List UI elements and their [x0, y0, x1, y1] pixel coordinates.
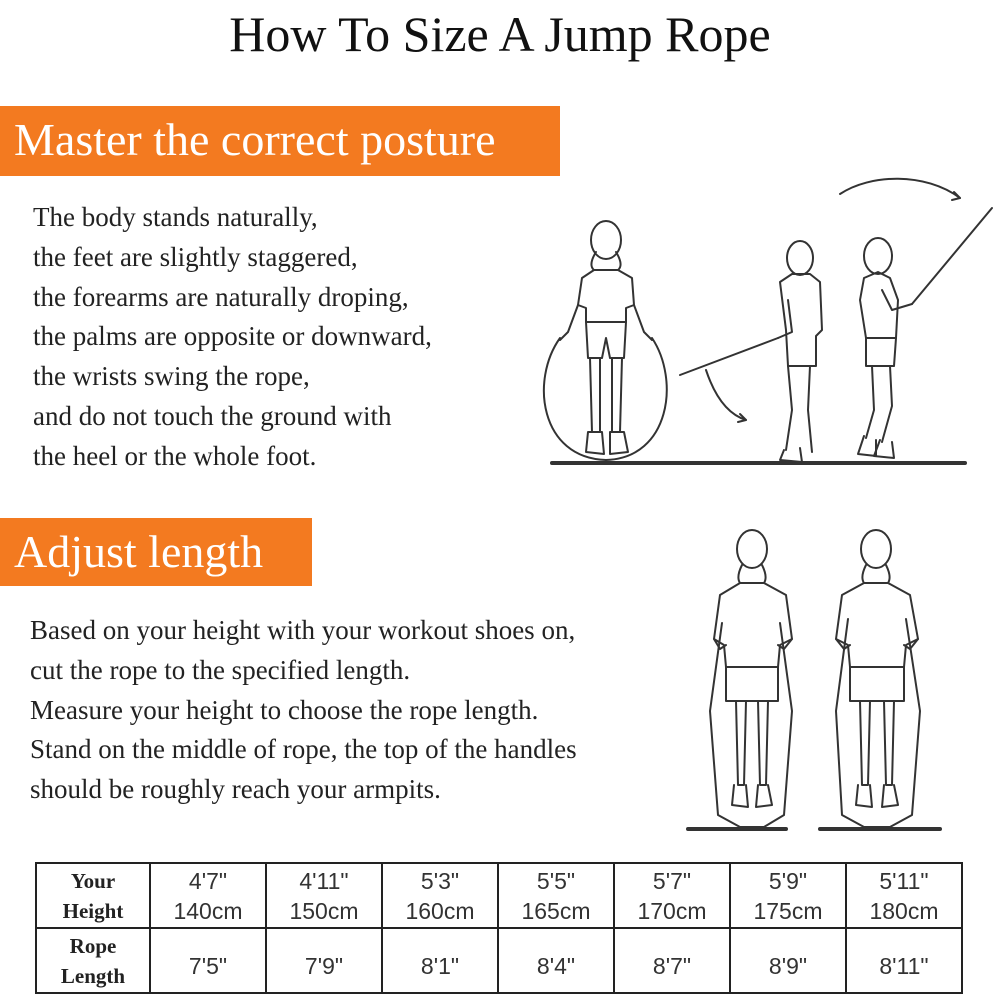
height-ft: 5'3": [420, 867, 460, 894]
height-ft: 5'11": [879, 867, 929, 894]
height-cm: 160cm: [405, 897, 475, 924]
height-cm: 175cm: [753, 897, 823, 924]
rope-label-line: Length: [60, 963, 126, 988]
posture-line: The body stands naturally,: [33, 202, 318, 232]
figure-side-icon: [680, 241, 822, 462]
length-instructions: [30, 611, 577, 810]
height-cm: 180cm: [869, 897, 939, 924]
posture-line: and do not touch the ground with: [33, 400, 392, 431]
rope-length-cell: 7'5": [150, 928, 266, 993]
rope-length-cell: 8'4": [498, 928, 614, 993]
length-line: Based on your height with your workout shoes on,: [30, 615, 576, 645]
length-line: cut the rope to the specified length.: [30, 654, 411, 685]
height-cell: [266, 863, 382, 928]
height-cell: [614, 863, 730, 928]
length-line: Measure your height to choose the rope length.: [30, 694, 539, 725]
jump-rope-posture-illustration: [530, 170, 1000, 475]
height-cell: [382, 863, 498, 928]
height-label-line: Your: [70, 868, 116, 893]
height-cm: 170cm: [637, 897, 707, 924]
rope-length-cell: 8'9": [730, 928, 846, 993]
length-line: should be roughly reach your armpits.: [30, 774, 441, 805]
height-cell: [846, 863, 962, 928]
posture-line: the feet are slightly staggered,: [33, 241, 358, 272]
posture-line: the palms are opposite or downward,: [33, 321, 432, 352]
rope-length-measure-illustration: [680, 515, 980, 840]
rope-length-cell: 8'1": [382, 928, 498, 993]
height-cell: [730, 863, 846, 928]
height-label-line: Height: [62, 898, 124, 923]
rope-length-cell: 7'9": [266, 928, 382, 993]
length-line: Stand on the middle of rope, the top of the handles: [30, 734, 577, 765]
rope-row: [36, 928, 962, 993]
rope-length-cell: 8'7": [614, 928, 730, 993]
height-row: [36, 863, 962, 928]
height-label-cell: [36, 863, 150, 928]
height-cell: [498, 863, 614, 928]
figure-front-icon: [544, 221, 667, 460]
figure-jump-icon: [840, 179, 992, 458]
height-cm: 165cm: [521, 897, 591, 924]
height-cm: 150cm: [289, 897, 359, 924]
height-cm: 140cm: [173, 897, 243, 924]
height-ft: 5'7": [652, 867, 692, 894]
section-heading-length: Adjust length: [0, 518, 312, 586]
page-title: How To Size A Jump Rope: [229, 6, 771, 62]
height-cell: [150, 863, 266, 928]
size-table: [35, 862, 963, 994]
posture-line: the wrists swing the rope,: [33, 361, 310, 392]
figure-measure-right-icon: [836, 530, 920, 827]
rope-label-line: Rope: [69, 933, 117, 958]
height-ft: 5'9": [768, 867, 808, 894]
height-ft: 4'11": [299, 867, 349, 894]
posture-line: the forearms are naturally droping,: [33, 281, 409, 312]
rope-length-cell: 8'11": [846, 928, 962, 993]
posture-line: the heel or the whole foot.: [33, 440, 317, 471]
height-ft: 5'5": [536, 867, 576, 894]
height-ft: 4'7": [188, 867, 228, 894]
posture-instructions: [33, 198, 432, 477]
rope-label-cell: [36, 928, 150, 993]
section-heading-posture: Master the correct posture: [0, 106, 560, 176]
figure-measure-left-icon: [710, 530, 792, 827]
